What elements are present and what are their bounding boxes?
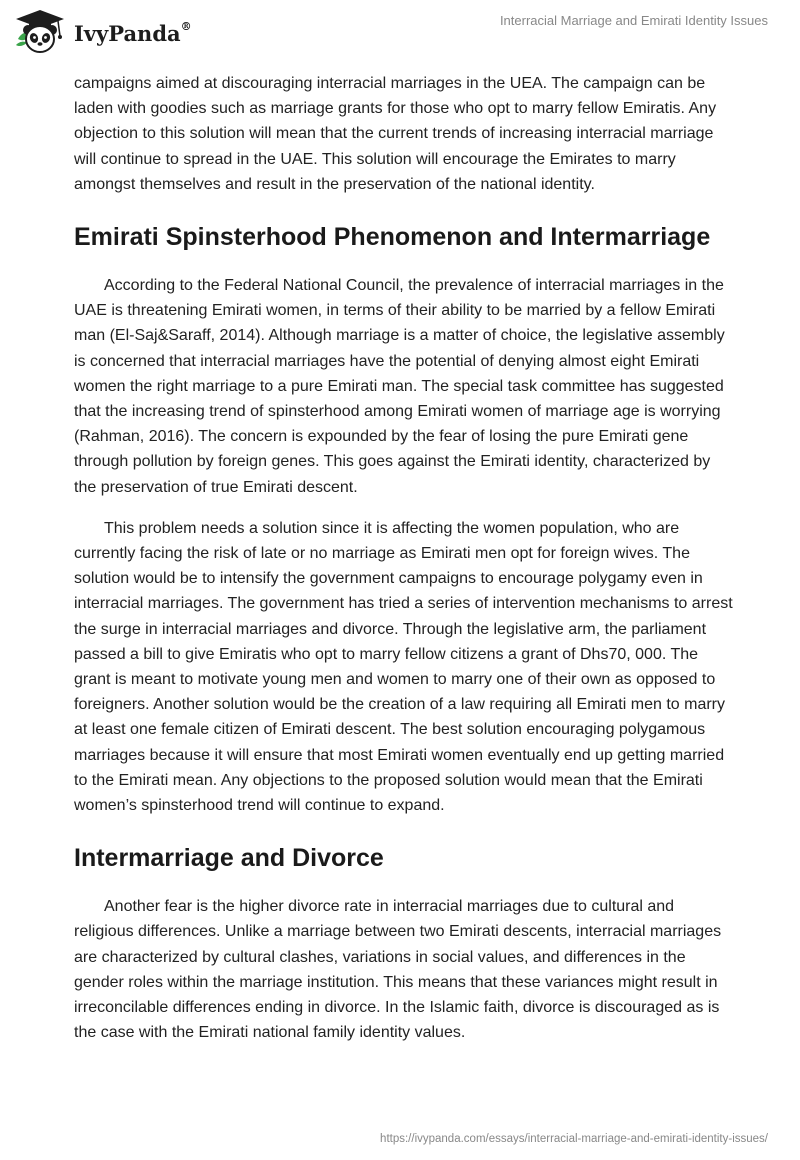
section-heading-divorce: Intermarriage and Divorce	[74, 844, 384, 873]
page-header	[0, 0, 800, 70]
paragraph: Another fear is the higher divorce rate in interracial marriages due to cultural and religious differences. Unlike a marriage between two Emirati descents, interracial marriages are characterized by cultural clashes, variations in social values, and differences in the gender roles within the marriage institution. This means that these variances might result in irreconcilable differences ending in divorce. In the Islamic faith, divorce is discouraged as is the case with the Emirati national family identity values.	[74, 898, 722, 1042]
source-url[interactable]: https://ivypanda.com/essays/interracial-marriage-and-emirati-identity-issues/	[380, 1133, 768, 1145]
registered-mark: ®	[180, 19, 192, 33]
paragraph: This problem needs a solution since it is affecting the women population, who are currently facing the risk of late or no marriage as Emirati men opt for foreign wives. The solution would be to intensify the government campaigns to encourage polygamy even in interracial marriages. The government has tried a series of intervention mechanisms to arrest the surge in interracial marriages and divorce. Through the legislative arm, the parliament passed a bill to give Emiratis who opt to marry fellow citizens a grant of Dhs70, 000. The grant is meant to motivate young men and women to marry one of their own as opposed to foreigners. Another solution would be the creation of a law requiring all Emirati men to marry at least one female citizen of Emirati descent. The best solution encouraging polygamous marriages because it will ensure that most Emirati women eventually end up getting married to the Emirati mean. Any objections to the proposed solution would mean that the Emirati women’s spinsterhood trend will continue to expand.	[74, 519, 733, 815]
intro-paragraph: campaigns aimed at discouraging interracial marriages in the UEA. The campaign can be laden with goodies such as marriage grants for those who opt to marry fellow Emiratis. Any objection to this solution will mean that the current trends of increasing interracial marriage will continue to spread in the UAE. This solution will encourage the Emirates to marry amongst themselves and result in the preservation of the national identity.	[74, 75, 717, 193]
document-title: Interracial Marriage and Emirati Identity Issues	[499, 13, 768, 28]
essay-body	[74, 71, 734, 1062]
paragraph: According to the Federal National Council, the prevalence of interracial marriages in the UAE is threatening Emirati women, in terms of their ability to be married by a fellow Emirati man (El-Saj&Saraff, 2014). Although marriage is a matter of choice, the legislative assembly is concerned that interracial marriages have the potential of denying almost eight Emirati women the right marriage to a pure Emirati man. The special task committee has suggested that the increasing trend of spinsterhood among Emirati women of marriage age is worrying (Rahman, 2016). The concern is expounded by the fear of losing the pure Emirati gene through pollution by foreign genes. This goes against the Emirati identity, characterized by the preservation of true Emirati descent.	[74, 277, 725, 496]
section-heading-spinsterhood: Emirati Spinsterhood Phenomenon and Intermarriage	[74, 223, 711, 252]
logo-text: IvyPanda®	[74, 19, 192, 46]
panda-graduate-icon	[14, 9, 66, 55]
logo[interactable]	[14, 8, 192, 56]
